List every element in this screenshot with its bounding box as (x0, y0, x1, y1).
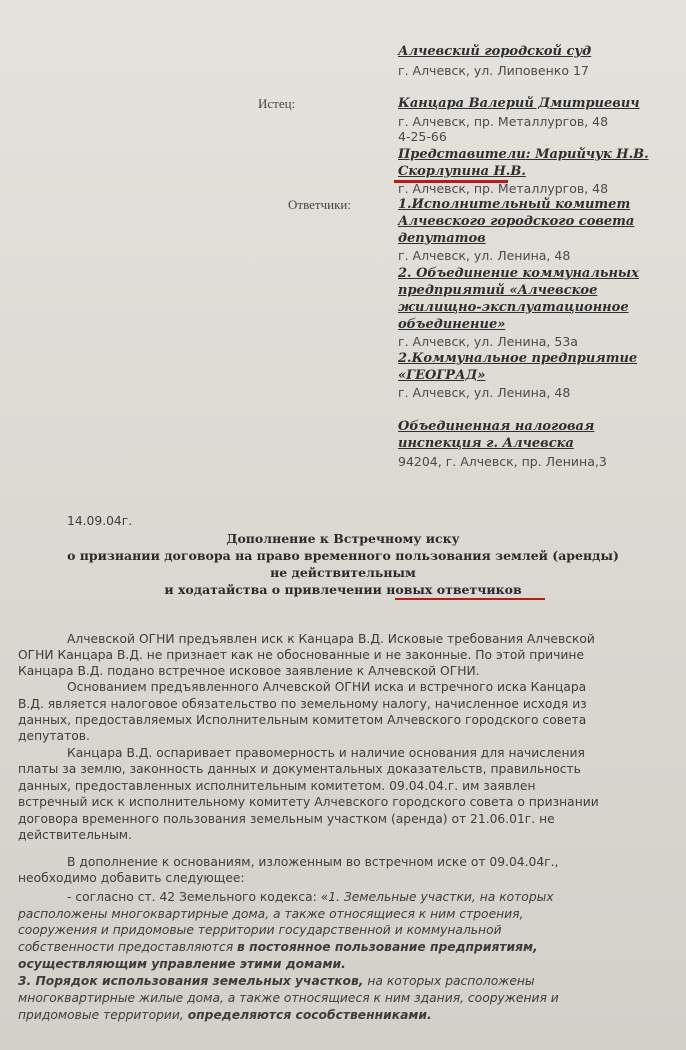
plaintiff-label: Истец: (258, 96, 296, 111)
quote-1-line-1 (67, 890, 554, 904)
defendant-3-line-2: «ГЕОГРАД» (398, 368, 486, 383)
representatives-address: г. Алчевск, пр. Металлургов, 48 (398, 181, 609, 196)
representatives-line-2: Скорлупина Н.В. (398, 164, 526, 179)
plaintiff-address: г. Алчевск, пр. Металлургов, 48 (398, 114, 609, 129)
quote-2-line-3-italic: придомовые территории, (18, 1008, 188, 1022)
quote-1-line-2: расположены многоквартирные дома, а также относящиеся к ним строения, (18, 907, 524, 921)
court-address: г. Алчевск, ул. Липовенко 17 (398, 63, 589, 78)
body-p2-line-1: Основанием предъявленного Алчевской ОГНИ иска и встречного иска Канцара (67, 680, 587, 694)
court-name: Алчевский городской суд (398, 44, 592, 59)
defendant-4-line-2: инспекция г. Алчевска (398, 436, 574, 451)
quote-2-line-1-bold: 3. Порядок использования земельных участков, (18, 974, 364, 988)
document-date: 14.09.04г. (67, 514, 133, 528)
defendant-2-line-3: жилищно-эксплуатационное (398, 300, 629, 315)
body-p3-line-3: данных, предоставленных исполнительным комитетом. 09.04.04.г. им заявлен (18, 779, 536, 793)
defendant-1-address: г. Алчевск, ул. Ленина, 48 (398, 248, 571, 263)
body-p3-line-6: действительным. (18, 828, 132, 842)
body-p3-line-5: договора временного пользования земельным участком (аренда) от 21.06.01г. не (18, 812, 555, 826)
title-line-1: Дополнение к Встречному иску (226, 531, 460, 546)
quote-2-line-3-bold: определяются сособственниками. (187, 1008, 432, 1022)
defendant-2-line-2: предприятий «Алчевское (398, 283, 598, 298)
defendant-1-line-2: Алчевского городского совета (398, 214, 635, 229)
defendant-3-line-1: 2.Коммунальное предприятие (398, 351, 638, 366)
quote-1-line-4-bold: в постоянное пользование предприятиям, (237, 940, 538, 954)
quote-1-line-5: осуществляющим управление этими домами. (18, 957, 346, 971)
quote-2-line-3 (18, 1008, 432, 1022)
defendant-4-line-1: Объединенная налоговая (398, 419, 595, 434)
quote-1-line-3: сооружения и придомовые территории государственной и коммунальной (18, 923, 502, 937)
body-p1-line-3: Канцара В.Д. подано встречное исковое заявление к Алчевской ОГНИ. (18, 664, 480, 678)
body-p3-line-2: платы за землю, законность данных и документальных доказательств, правильность (18, 762, 581, 776)
quote-1-line-4 (18, 940, 538, 954)
body-p3-line-1: Канцара В.Д. оспаривает правомерность и наличие основания для начисления (67, 746, 585, 760)
quote-1-line-4-italic: собственности предоставляются (18, 940, 238, 954)
title-line-2: о признании договора на право временного пользования землей (аренды) (67, 548, 619, 563)
body-p1-line-1: Алчевской ОГНИ предъявлен иск к Канцара В.Д. Исковые требования Алчевской (67, 632, 595, 646)
title-red-underline (395, 598, 545, 600)
body-p2-line-3: данных, предоставляемых Исполнительным комитетом Алчевского городского совета (18, 713, 587, 727)
defendant-3-address: г. Алчевск, ул. Ленина, 48 (398, 385, 571, 400)
body-p3-line-4: встречный иск к исполнительному комитету Алчевского городского совета о признании (18, 795, 599, 809)
defendants-label: Ответчики: (288, 197, 351, 212)
body-p1-line-2: ОГНИ Канцара В.Д. не признает как не обоснованные и не законные. По этой причине (18, 648, 585, 662)
defendant-4-address: 94204, г. Алчевск, пр. Ленина,3 (398, 454, 607, 469)
quote-2-line-1 (18, 974, 535, 988)
quote-1-italic-start: 1. Земельные участки, на которых (328, 890, 554, 904)
plaintiff-name: Канцара Валерий Дмитриевич (398, 96, 640, 111)
body-p4-line-1: В дополнение к основаниям, изложенным во встречном иске от 09.04.04г., (67, 855, 559, 869)
title-line-3: не действительным (270, 565, 416, 580)
defendant-2-line-4: объединение» (398, 317, 506, 332)
title-line-4: и ходатайства о привлечении новых ответчиков (164, 582, 522, 597)
defendant-2-address: г. Алчевск, ул. Ленина, 53а (398, 334, 578, 349)
body-p2-line-2: В.Д. является налоговое обязательство по земельному налогу, начисленное исходя из (18, 697, 587, 711)
defendant-1-line-1: 1.Исполнительный комитет (398, 197, 631, 212)
plaintiff-phone: 4-25-66 (398, 129, 447, 144)
representatives-line-1: Представители: Марийчук Н.В. (398, 147, 649, 162)
quote-2-line-2: многоквартирные жилые дома, а также относящиеся к ним здания, сооружения и (18, 991, 559, 1005)
quote-1-prefix: - согласно ст. 42 Земельного кодекса: « (67, 890, 329, 904)
defendant-2-line-1: 2. Объединение коммунальных (398, 266, 639, 281)
body-p4-line-2: необходимо добавить следующее: (18, 871, 245, 885)
quote-2-line-1-italic: на которых расположены (363, 974, 535, 988)
body-p2-line-4: депутатов. (18, 729, 90, 743)
defendant-1-line-3: депутатов (398, 231, 486, 246)
